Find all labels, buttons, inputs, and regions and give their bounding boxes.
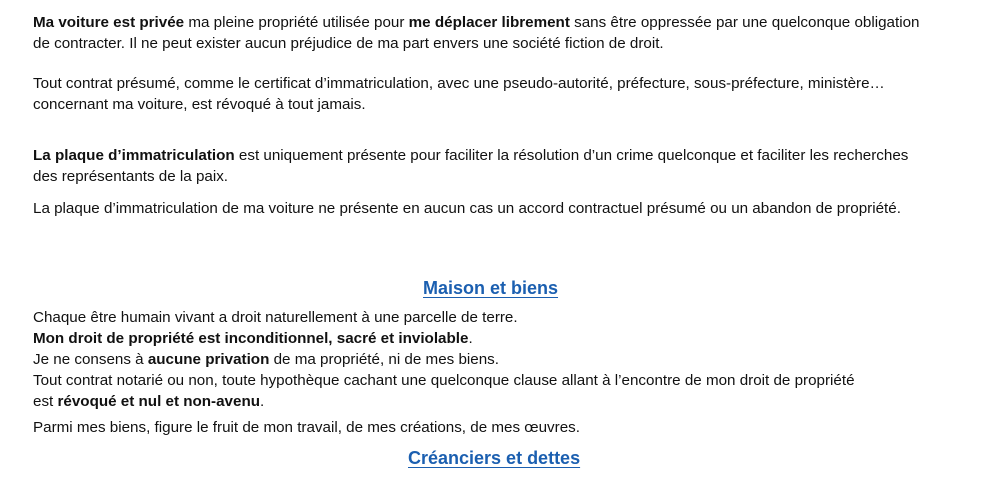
paragraph-line xyxy=(33,391,965,412)
text-run: de ma propriété, ni de mes biens. xyxy=(269,351,499,368)
paragraph-line xyxy=(33,12,965,33)
paragraph-biens xyxy=(33,417,965,438)
section-heading-creanciers-et-dettes: Créanciers et dettes xyxy=(408,448,581,468)
paragraph-line: Parmi mes biens, figure le fruit de mon travail, de mes créations, de mes œuvres. xyxy=(33,419,580,436)
paragraph-line: Chaque être humain vivant a droit naturellement à une parcelle de terre. xyxy=(33,309,518,326)
text-run: Je ne consens à xyxy=(33,351,148,368)
bold-phrase: aucune privation xyxy=(147,351,270,368)
paragraph-line: de contracter. Il ne peut exister aucun préjudice de ma part envers une société fiction de droit. xyxy=(33,35,664,52)
paragraph-line xyxy=(33,145,965,166)
paragraph-line xyxy=(33,349,965,370)
bold-phrase: Ma voiture est privée xyxy=(33,14,185,31)
text-run: . xyxy=(260,393,265,410)
paragraph-voiture-privee xyxy=(33,12,965,54)
text-run: . xyxy=(468,330,473,347)
section-heading-maison-et-biens: Maison et biens xyxy=(423,278,559,298)
bold-phrase: Mon droit de propriété est inconditionnel, sacré et inviolable xyxy=(33,330,469,347)
paragraph-plaque-accord xyxy=(33,198,965,219)
text-run: est xyxy=(33,393,58,410)
bold-phrase: révoqué et nul et non-avenu xyxy=(57,393,261,410)
section-maison-body xyxy=(33,307,965,412)
paragraph-line: concernant ma voiture, est révoqué à tout jamais. xyxy=(33,96,366,113)
paragraph-line: Tout contrat notarié ou non, toute hypothèque cachant une quelconque clause allant à l’encontre de mon droit de propriété xyxy=(33,372,855,389)
paragraph-line: Tout contrat présumé, comme le certificat d’immatriculation, avec une pseudo-autorité, préfecture, sous-préfecture, ministère… xyxy=(33,75,885,92)
text-run: ma pleine propriété utilisée pour xyxy=(184,14,409,31)
paragraph-line xyxy=(33,328,965,349)
paragraph-line: La plaque d’immatriculation de ma voiture ne présente en aucun cas un accord contractuel présumé ou un abandon de propriété. xyxy=(33,200,901,217)
text-run: sans être oppressée par une quelconque obligation xyxy=(569,14,920,31)
paragraph-line: des représentants de la paix. xyxy=(33,168,229,185)
paragraph-plaque-immatriculation xyxy=(33,145,965,187)
text-run: est uniquement présente pour faciliter la résolution d’un crime quelconque et faciliter les recherches xyxy=(234,147,909,164)
bold-phrase: me déplacer librement xyxy=(408,14,570,31)
paragraph-contrat-presume xyxy=(33,73,965,115)
bold-phrase: La plaque d’immatriculation xyxy=(33,147,235,164)
